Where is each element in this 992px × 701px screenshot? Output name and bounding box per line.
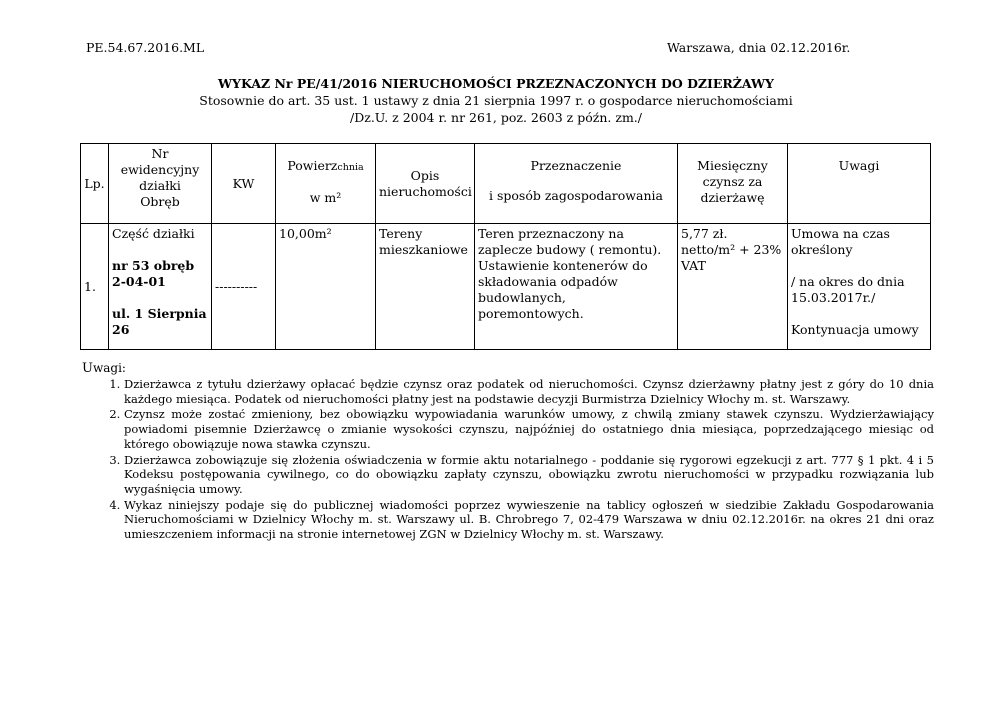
cell-lp: 1. [81, 224, 109, 350]
cell-rent: 5,77 zł. netto/m² + 23% VAT [678, 224, 788, 350]
place-and-date: Warszawa, dnia 02.12.2016r. [667, 40, 851, 55]
table-header-row [81, 144, 931, 224]
header-remarks: Uwagi [788, 144, 931, 224]
cell-area: 10,00m² [276, 224, 376, 350]
list-item: 4. Wykaz niniejszy podaje się do publicznej wiadomości poprzez wywieszenie na tablicy ogłoszeń w siedzibie Zakładu Gospodarowania Nieruchomościami w Dzielnicy Włochy m. st. Warszawy ul. B. Chrobrego 7, 02-479 Warszawa w dniu 02.12.2016r. na okres 21 dni oraz umieszczeniem informacji na stronie internetowej ZGN w Dzielnicy Włochy m. st. Warszawy. [124, 498, 934, 542]
list-item: 2. Czynsz może zostać zmieniony, bez obowiązku wypowiadania warunków umowy, z chwilą zmiany stawek czynszu. Wydzierżawiający powiadomi pisemnie Dzierżawcę o zmianie wysokości czynszu, najpóźniej do ostatniego dnia miesiąca, poprzedzającego miesiąc od którego obowiązuje nowa stawka czynszu. [124, 407, 934, 451]
legal-basis-line1: Stosownie do art. 35 ust. 1 ustawy z dnia 21 sierpnia 1997 r. o gospodarce nieruchomościami [199, 93, 793, 108]
table-row [81, 224, 931, 350]
cell-kw: ---------- [212, 224, 276, 350]
document-reference: PE.54.67.2016.ML [86, 40, 205, 55]
header-lp: Lp. [81, 144, 109, 224]
notes-heading: Uwagi: [82, 361, 126, 376]
header-description: Opis nieruchomości [376, 144, 475, 224]
cell-remarks: Umowa na czas określony / na okres do dnia 15.03.2017r./ Kontynuacja umowy [788, 224, 931, 350]
notes-list [104, 377, 934, 543]
cell-parcel: Część działki nr 53 obręb 2-04-01 ul. 1 Sierpnia 26 [109, 224, 212, 350]
document-title: WYKAZ Nr PE/41/2016 NIERUCHOMOŚCI PRZEZNACZONYCH DO DZIERŻAWY [218, 76, 774, 91]
header-parcel-number: Nr ewidencyjny działki Obręb [109, 144, 212, 224]
legal-basis-line2: /Dz.U. z 2004 r. nr 261, poz. 2603 z późn. zm./ [350, 110, 642, 125]
list-item: 3. Dzierżawca zobowiązuje się złożenia oświadczenia w formie aktu notarialnego - poddanie się rygorowi egzekucji z art. 777 § 1 pkt. 4 i 5 Kodeksu postępowania cywilnego, co do obowiązku zapłaty czynszu, obowiązku zwrotu nieruchomości w przypadku rozwiązania lub wygaśnięcia umowy. [124, 453, 934, 497]
property-table [80, 143, 931, 350]
cell-description: Tereny mieszkaniowe [376, 224, 475, 350]
header-monthly-rent: Miesięczny czynsz za dzierżawę [678, 144, 788, 224]
header-kw: KW [212, 144, 276, 224]
header-area: Powierzchnia w m² [276, 144, 376, 224]
header-purpose: Przeznaczenie i sposób zagospodarowania [475, 144, 678, 224]
cell-purpose: Teren przeznaczony na zaplecze budowy ( remontu). Ustawienie kontenerów do składowania odpadów budowlanych, poremontowych. [475, 224, 678, 350]
list-item: 1. Dzierżawca z tytułu dzierżawy opłacać będzie czynsz oraz podatek od nieruchomości. Czynsz dzierżawny płatny jest z góry do 10 dnia każdego miesiąca. Podatek od nieruchomości płatny jest na podstawie decyzji Burmistrza Dzielnicy Włochy m. st. Warszawy. [124, 377, 934, 406]
